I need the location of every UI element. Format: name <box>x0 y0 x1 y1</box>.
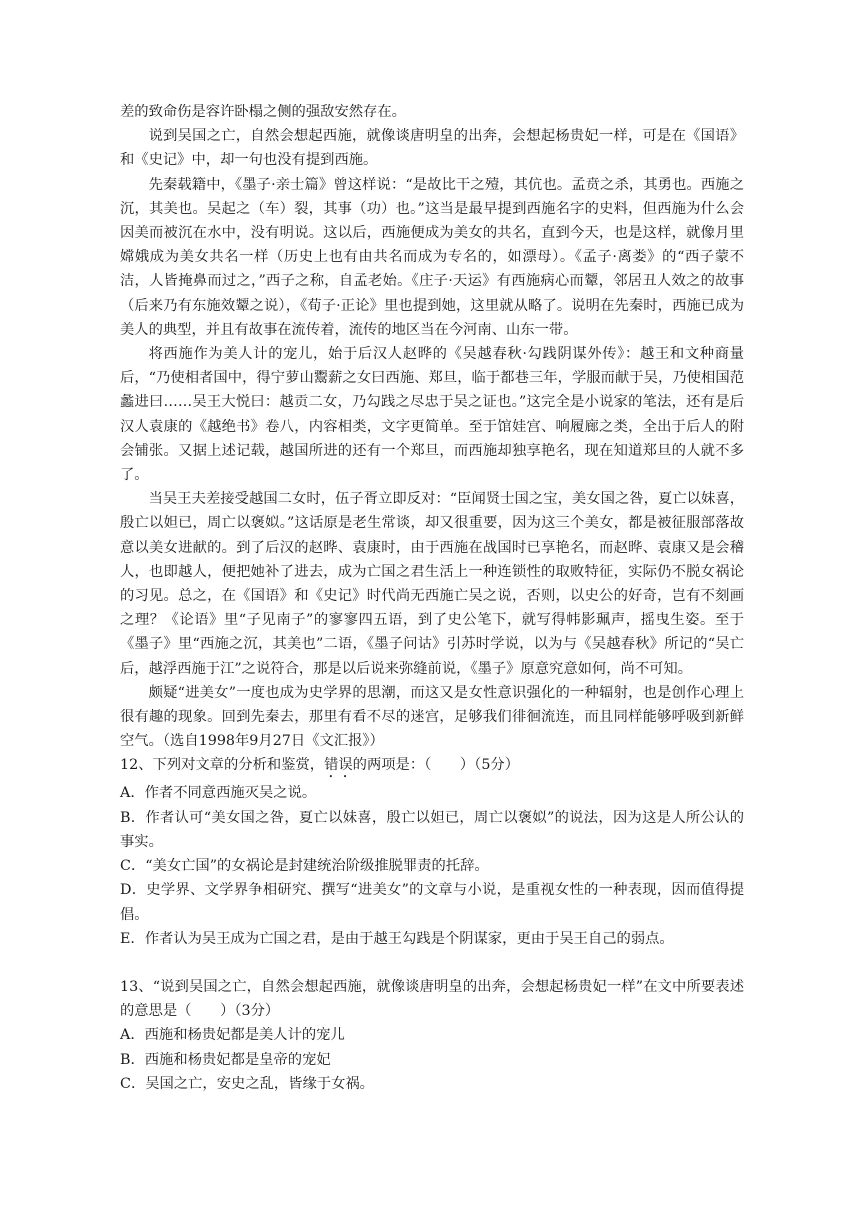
article-paragraph-5: 当吴王夫差接受越国二女时，伍子胥立即反对：“臣闻贤士国之宝，美女国之咎，夏亡以妹喜，殷亡以妲已，周亡以褒姒。”这话原是老生常谈，却又很重要，因为这三个美女，都是被征服部落故意以美女进献的。到了后汉的赵晔、袁康时，由于西施在战国时已享艳名，而赵晔、袁康又是会稽人，也即越人，便把她补了进去，成为亡国之君生活上一种连锁性的取败特征，实际仍不脱女祸论的习见。总之，在《国语》和《史记》时代尚无西施亡吴之说，否则，以史公的好奇，岂有不刻画之理？《论语》里“子见南子”的寥寥四五语，到了史公笔下，就写得帏影珮声，摇曳生姿。至于《墨子》里“西施之沉，其美也”二语，《墨子问诂》引苏时学说，以为与《吴越春秋》所记的“吴亡后，越浮西施于江”之说符合，那是以后说来弥缝前说，《墨子》原意究意如何，尚不可知。 <box>120 491 744 677</box>
question-13-option-a: A．西施和杨贵妃都是美人计的宠儿 <box>120 1027 345 1044</box>
question-12-option-b: B．作者认可“美女国之咎，夏亡以妹喜，殷亡以妲已，周亡以褒姒”的说法，因为这是人所公认的事实。 <box>120 809 744 850</box>
question-13-stem: 13、“说到吴国之亡，自然会想起西施，就像谈唐明皇的出奔，会想起杨贵妃一样”在文中所要表述的意思是（ ）（3分） <box>120 978 744 1020</box>
question-12-stem-before: 12、下列对文章的分析和鉴赏， <box>120 757 325 774</box>
question-12-option-c: C．“美女亡国”的女祸论是封建统治阶级推脱罪责的托辞。 <box>120 858 489 875</box>
question-12-option-e: E．作者认为吴王成为亡国之君，是由于越王勾践是个阴谋家，更由于吴王自己的弱点。 <box>120 930 674 947</box>
article-paragraph-1: 差的致命伤是容许卧榻之侧的强敌安然存在。 <box>120 104 406 120</box>
question-12-option-a: A．作者不同意西施灭吴之说。 <box>120 785 317 802</box>
article-paragraph-3: 先秦载籍中，《墨子·亲士篇》曾这样说：“是故比干之殪，其伉也。孟贲之杀，其勇也。西施之沉，其美也。吴起之（车）裂，其事（功）也。”这当是最早提到西施名字的史料，但西施为什么会因美而被沉在水中，没有明说。这以后，西施便成为美女的共名，直到今天，也是这样，就像月里嫦娥成为美女共名一样（历史上也有由共名而成为专名的，如漂母）。《孟子·离娄》的“西子蒙不洁，人皆掩鼻而过之，”西子之称，自孟老始。《庄子·天运》有西施病心而颦，邻居丑人效之的故事（后来乃有东施效颦之说），《荀子·正论》里也提到她，这里就从略了。说明在先秦时，西施已成为美人的典型，并且有故事在流传着，流传的地区当在今河南、山东一带。 <box>120 176 744 338</box>
article-paragraph-6: 颇疑“进美女”一度也成为史学界的思潮，而这又是女性意识强化的一种辐射，也是创作心理上很有趣的现象。回到先秦去，那里有看不尽的迷宫，足够我们徘徊流连，而且同样能够呼吸到新鲜空气。（选自1998年9月27日《文汇报》） <box>120 684 744 750</box>
question-13-option-b: B．西施和杨贵妃都是皇帝的宠妃 <box>120 1051 331 1068</box>
question-12-emphasis: 错误 <box>324 757 353 774</box>
article-paragraph-2: 说到吴国之亡，自然会想起西施，就像谈唐明皇的出奔，会想起杨贵妃一样，可是在《国语》和《史记》中，却一句也没有提到西施。 <box>120 128 744 169</box>
question-12-option-d: D．史学界、文学界争相研究、撰写“进美女”的文章与小说，是重视女性的一种表现，因而值得提倡。 <box>120 882 744 923</box>
question-12-stem-after: 的两项是：（ ）（5分） <box>352 757 520 774</box>
document-body <box>120 100 744 1096</box>
question-13-option-c: C．吴国之亡，安史之乱，皆缘于女祸。 <box>120 1075 374 1092</box>
article-paragraph-4: 将西施作为美人计的宠儿，始于后汉人赵晔的《吴越春秋·勾践阴谋外传》：越王和文种商量后，“乃使相者国中，得宁萝山鬻薪之女曰西施、郑旦，临于都巷三年，学服而献于吴，乃使相国范蠡进曰……吴王大悦曰：越贡二女，乃勾践之尽忠于吴之证也。”这完全是小说家的笔法，还有是后汉人袁康的《越绝书》卷八，内容相类，文字更简单。至于馆娃宫、响履廊之类，全出于后人的附会铺张。又据上述记载，越国所进的还有一个郑旦，而西施却独享艳名，现在知道郑旦的人就不多了。 <box>120 346 744 484</box>
question-12-stem <box>120 753 744 781</box>
section-spacer <box>120 951 744 975</box>
